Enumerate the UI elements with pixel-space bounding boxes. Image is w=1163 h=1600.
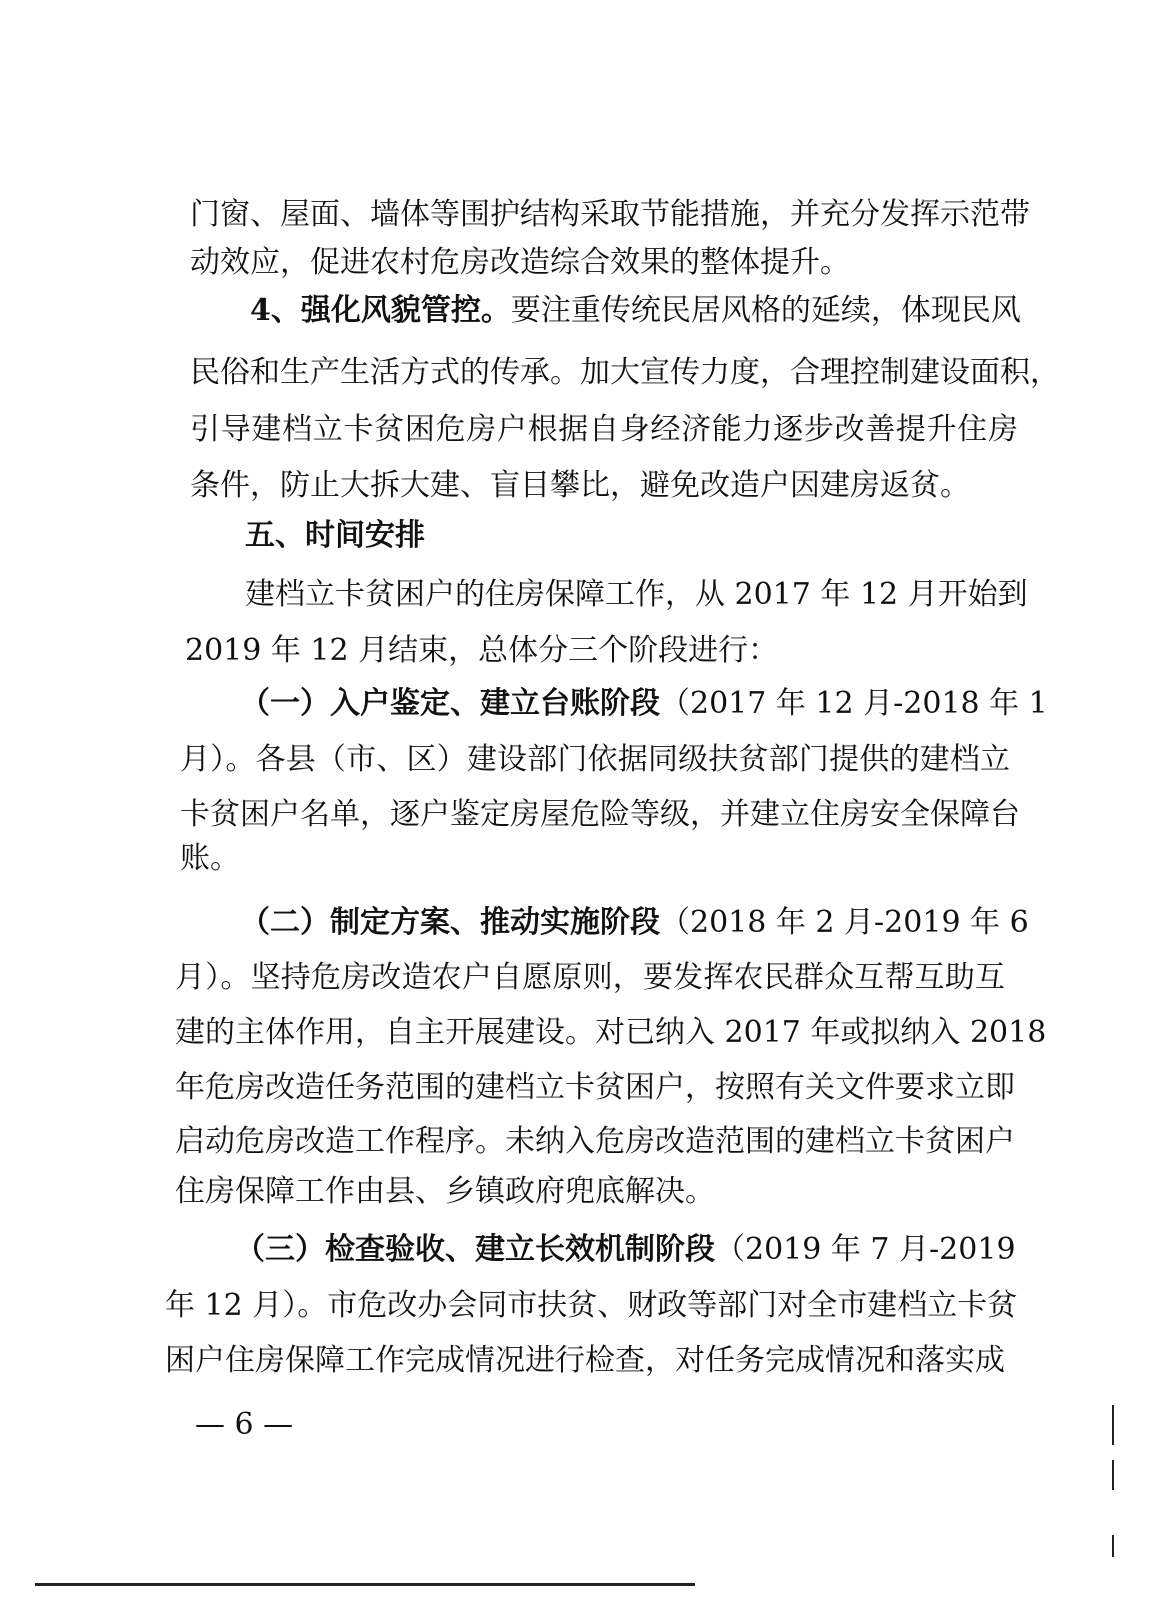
paragraph-first-line (250, 293, 1021, 329)
stage-period: （2018 年 2 月-2019 年 6 (660, 905, 1029, 940)
stage-period: （2017 年 12 月-2018 年 1 (660, 686, 1048, 721)
scan-margin-mark (1112, 1460, 1114, 1490)
item-text: 要注重传统民居风格的延续，体现民风 (510, 293, 1021, 328)
stage-heading: （二）制定方案、推动实施阶段 (240, 905, 660, 940)
paragraph-line: 月）。坚持危房改造农户自愿原则，要发挥农民群众互帮互助互 (175, 960, 1005, 995)
paragraph-line: 2019 年 12 月结束，总体分三个阶段进行： (185, 633, 779, 668)
paragraph-line: 年危房改造任务范围的建档立卡贫困户，按照有关文件要求立即 (175, 1070, 1015, 1105)
paragraph-line: 住房保障工作由县、乡镇政府兜底解决。 (175, 1174, 715, 1209)
paragraph-line: 困户住房保障工作完成情况进行检查，对任务完成情况和落实成 (165, 1343, 1005, 1378)
section-heading: 五、时间安排 (245, 518, 425, 553)
paragraph-line: 年 12 月）。市危改办会同市扶贫、财政等部门对全市建档立卡贫 (165, 1288, 1018, 1323)
stage-period: （2019 年 7 月-2019 (715, 1232, 1016, 1267)
page-number: — 6 — (195, 1407, 294, 1442)
paragraph-line: 账。 (180, 841, 240, 876)
stage-first-line (240, 686, 1048, 722)
stage-heading: （三）检查验收、建立长效机制阶段 (235, 1232, 715, 1267)
paragraph-line: 动效应，促进农村危房改造综合效果的整体提升。 (190, 245, 850, 280)
stage-first-line (240, 905, 1029, 941)
paragraph-line: 条件，防止大拆大建、盲目攀比，避免改造户因建房返贫。 (190, 468, 970, 503)
paragraph-line: 建的主体作用，自主开展建设。对已纳入 2017 年或拟纳入 2018 (175, 1015, 1047, 1050)
stage-first-line (235, 1232, 1016, 1268)
paragraph-line: 民俗和生产生活方式的传承。加大宣传力度，合理控制建设面积， (190, 355, 1060, 390)
item-heading: 4、强化风貌管控。 (250, 293, 511, 328)
paragraph-line: 卡贫困户名单，逐户鉴定房屋危险等级，并建立住房安全保障台 (180, 797, 1020, 832)
scan-edge-line (35, 1583, 695, 1586)
scan-margin-mark (1112, 1405, 1114, 1445)
paragraph-line: 月）。各县（市、区）建设部门依据同级扶贫部门提供的建档立 (180, 742, 1010, 777)
stage-heading: （一）入户鉴定、建立台账阶段 (240, 686, 660, 721)
paragraph-line: 建档立卡贫困户的住房保障工作，从 2017 年 12 月开始到 (245, 577, 1028, 612)
paragraph-line: 启动危房改造工作程序。未纳入危房改造范围的建档立卡贫困户 (175, 1124, 1015, 1159)
paragraph-line: 引导建档立卡贫困危房户根据自身经济能力逐步改善提升住房 (190, 412, 1018, 447)
paragraph-line: 门窗、屋面、墙体等围护结构采取节能措施，并充分发挥示范带 (190, 197, 1030, 232)
scan-margin-mark (1112, 1535, 1114, 1557)
